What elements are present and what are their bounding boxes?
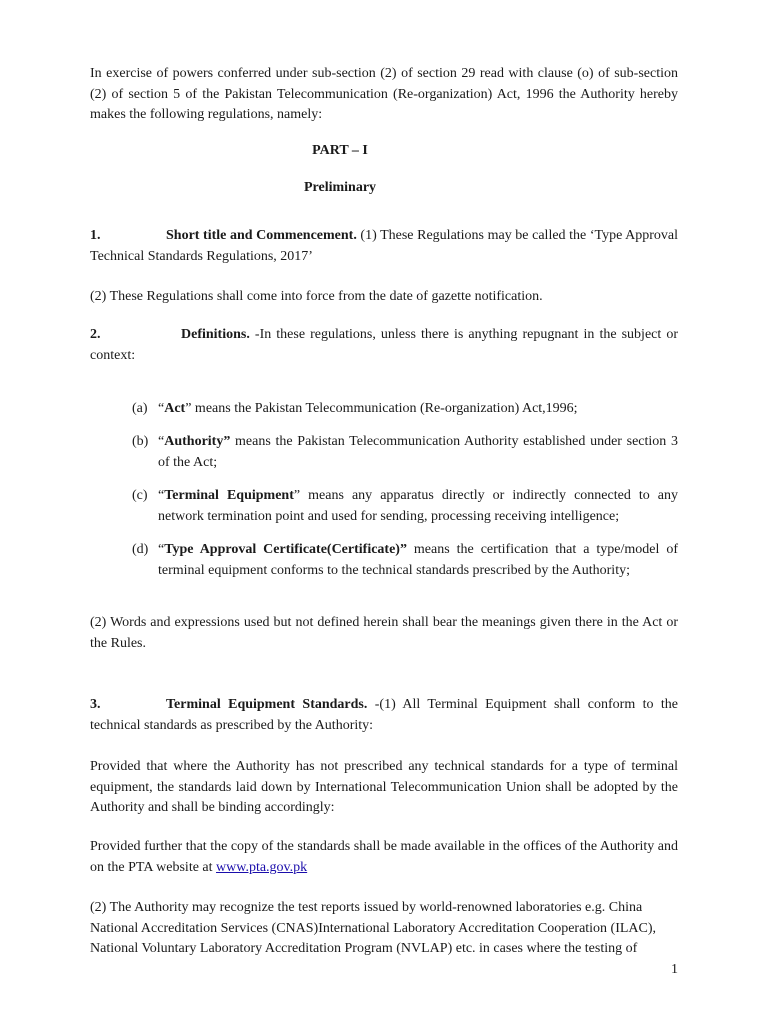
definition-item [132, 399, 678, 420]
section-3-proviso-1: Provided that where the Authority has not prescribed any technical standards for a type of terminal equipment, the standards laid down by International Telecommunication Union shall be adopted by the Authority and shall be binding accordingly: [90, 759, 678, 815]
section-1-number: 1. [90, 228, 101, 243]
definition-item [132, 486, 678, 527]
section-3-sub2: (2) The Authority may recognize the test reports issued by world-renowned laboratories e.g. China National Accreditation Services (CNAS)International Laboratory Accreditation Cooperation (ILAC), National Voluntary Laboratory Accreditation Program (NVLAP) etc. in cases where the testing of [90, 900, 657, 956]
section-1-paragraph [90, 226, 678, 267]
section-1-title: Short title and Commencement. [166, 228, 357, 243]
definition-term: Authority” [164, 434, 231, 449]
definition-label: (c) [132, 488, 148, 503]
section-1-sub2: (2) These Regulations shall come into force from the date of gazette notification. [90, 289, 543, 304]
section-3-proviso-2: Provided further that the copy of the standards shall be made available in the offices of the Authority and on the PTA website at www.pta.gov.pk [90, 839, 678, 875]
definition-text: “Authority” means the Pakistan Telecommunication Authority established under section 3 of the Act; [158, 434, 678, 470]
pta-website-link[interactable]: www.pta.gov.pk [216, 859, 308, 875]
definition-text: “Act” means the Pakistan Telecommunication (Re-organization) Act,1996; [158, 401, 578, 416]
section-3-title: Terminal Equipment Standards. [166, 697, 368, 712]
page-number: 1 [671, 962, 678, 977]
definition-text: “Type Approval Certificate(Certificate)” means the certification that a type/model of terminal equipment conforms to the technical standards prescribed by the Authority; [158, 542, 678, 578]
section-1-text: (1) These Regulations may be called the ‘Type Approval Technical Standards Regulations, 2017’ [90, 228, 678, 264]
section-3-number: 3. [90, 697, 101, 712]
definition-label: (a) [132, 401, 148, 416]
definition-label: (b) [132, 434, 149, 449]
definition-label: (d) [132, 542, 149, 557]
intro-paragraph: In exercise of powers conferred under sub-section (2) of section 29 read with clause (o) of sub-section (2) of section 5 of the Pakistan Telecommunication (Re-organization) Act, 1996 the Authority hereby makes the following regulations, namely: [90, 66, 678, 122]
part-heading: PART – I [312, 143, 368, 158]
section-heading: Preliminary [303, 180, 377, 195]
section-3-text: -(1) All Terminal Equipment shall conform to the technical standards as prescribed by the Authority: [90, 697, 678, 733]
definition-term: Type Approval Certificate(Certificate)” [164, 542, 407, 557]
definition-term: Terminal Equipment [164, 488, 294, 503]
definition-item [132, 540, 678, 581]
section-2-text: -In these regulations, unless there is anything repugnant in the subject or context: [90, 327, 678, 363]
definition-item [132, 432, 678, 473]
section-2-title: Definitions. [181, 327, 250, 342]
definition-text: “Terminal Equipment” means any apparatus directly or indirectly connected to any network termination point and used for sending, processing receiving intelligence; [158, 488, 678, 524]
section-3-paragraph [90, 695, 678, 736]
definition-term: Act [164, 401, 186, 416]
section-2-sub2: (2) Words and expressions used but not defined herein shall bear the meanings given there in the Act or the Rules. [90, 615, 678, 651]
section-2-paragraph [90, 325, 678, 366]
section-2-number: 2. [90, 327, 101, 342]
